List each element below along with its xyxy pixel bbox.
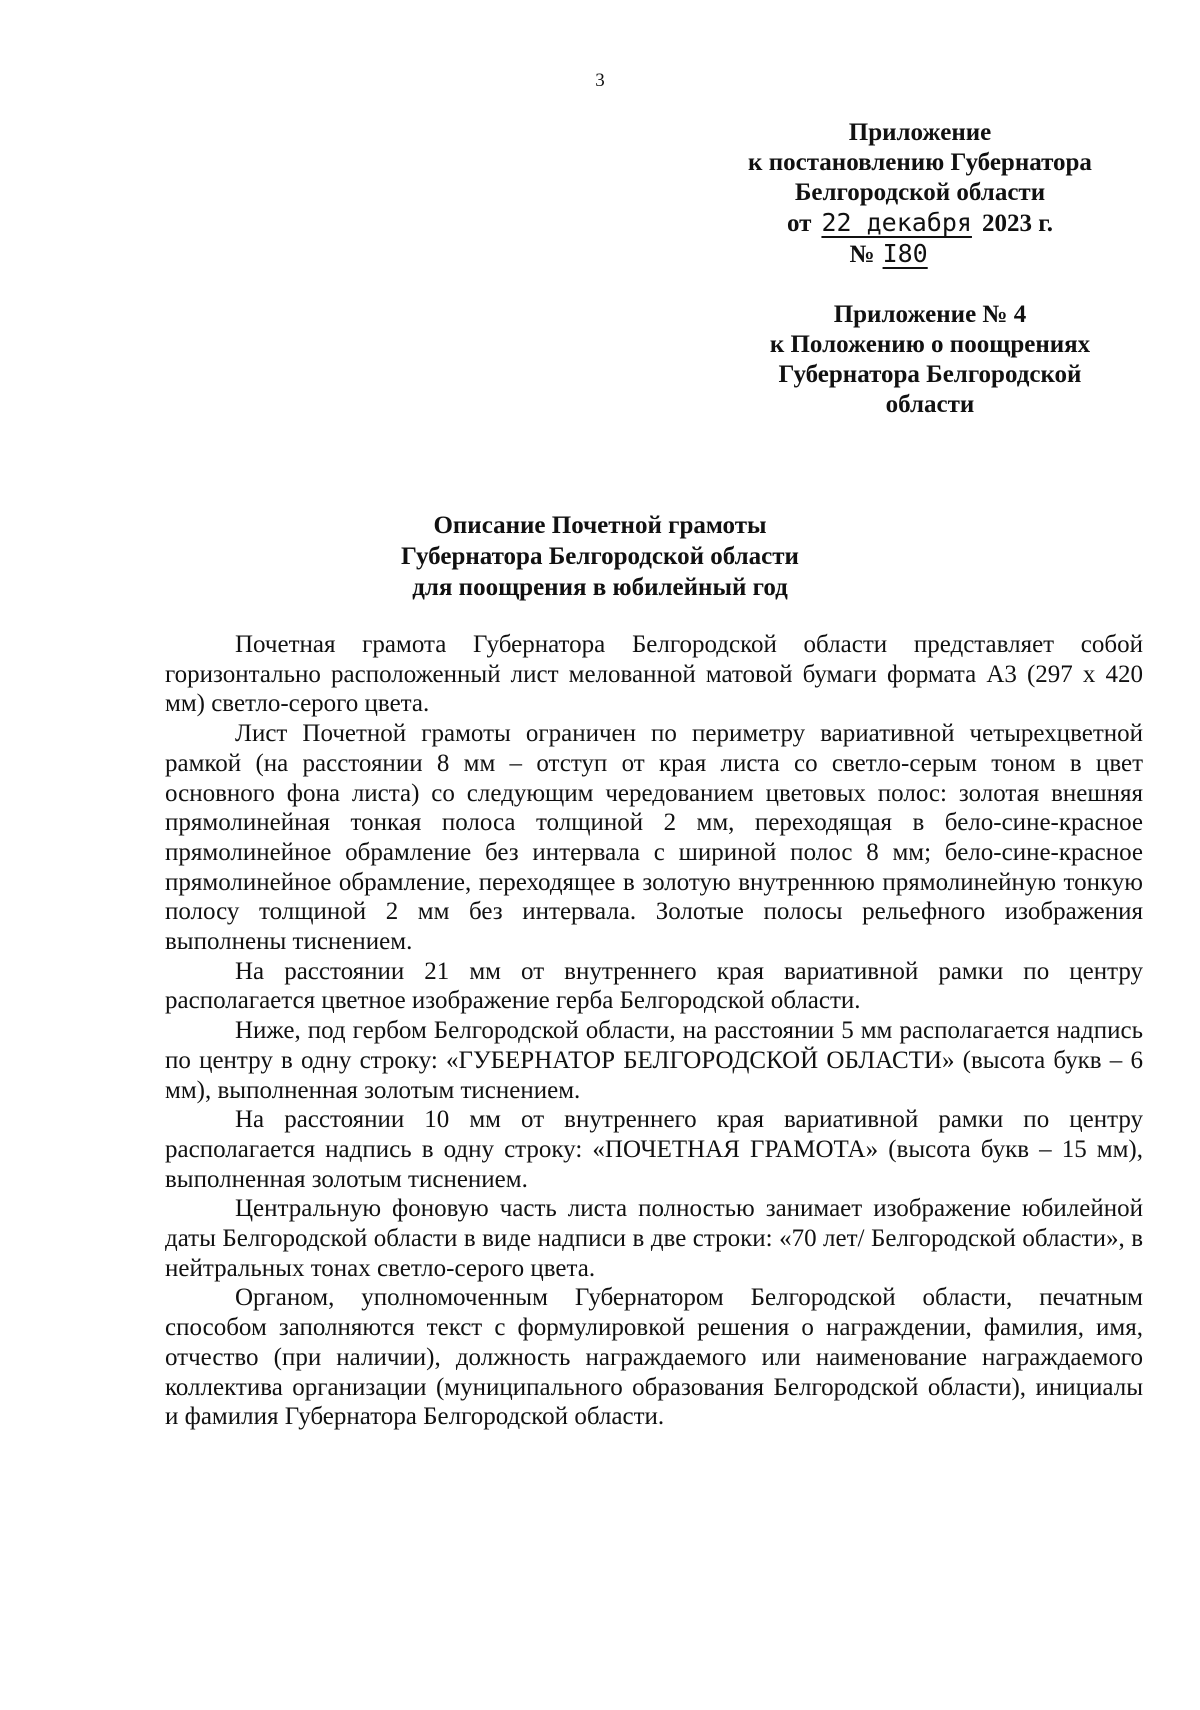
date-year: 2023 г. <box>981 210 1053 237</box>
approval-header <box>720 118 1120 270</box>
number-prefix: № <box>849 241 875 268</box>
title-line-2: Губернатора Белгородской области <box>401 543 799 570</box>
number-value: I80 <box>882 239 928 268</box>
paragraph: На расстоянии 10 мм от внутреннего края вариативной рамки по центру располагается надпись в одну строку: «ПОЧЕТНАЯ ГРАМОТА» (высота букв – 15 мм), выполненная золотым тиснением. <box>165 1106 1143 1193</box>
appendix-header <box>735 300 1125 420</box>
paragraph: Центральную фоновую часть листа полностью занимает изображение юбилейной даты Белгородской области в виде надписи в две строки: «70 лет/ Белгородской области», в нейтральных тонах светло-серого цвета. <box>165 1195 1143 1282</box>
paragraph: Лист Почетной грамоты ограничен по периметру вариативной четырехцветной рамкой (на расстоянии 8 мм – отступ от края листа со светло-серым тоном в цвет основного фона листа) со следующим чередованием цветовых полос: золотая внешняя прямолинейная тонкая полоса толщиной 2 мм, переходящая в бело-сине-красное прямолинейное обрамление без интервала с шириной полос 8 мм; бело-сине-красное прямолинейное обрамление, переходящее в золотую внутреннюю прямолинейную тонкую полосу толщиной 2 мм без интервала. Золотые полосы рельефного изображения выполнены тиснением. <box>165 720 1143 956</box>
approval-number-line <box>720 239 1120 270</box>
approval-title: Приложение <box>848 119 992 146</box>
paragraph: Почетная грамота Губернатора Белгородской области представляет собой горизонтально расположенный лист мелованной матовой бумаги формата А3 (297 x 420 мм) светло-серого цвета. <box>165 631 1143 718</box>
appendix-title: Приложение № 4 <box>833 301 1027 328</box>
appendix-ref: к Положению о поощрениях <box>769 331 1091 358</box>
approval-date-line <box>720 208 1120 239</box>
page-number: 3 <box>595 70 605 91</box>
paragraph: Органом, уполномоченным Губернатором Белгородской области, печатным способом заполняются текст с формулировкой решения о награждении, фамилия, имя, отчество (при наличии), должность награждаемого или наименование награждаемого коллектива организации (муниципального образования Белгородской области), инициалы и фамилия Губернатора Белгородской области. <box>165 1284 1143 1431</box>
appendix-ref-cont: Губернатора Белгородской <box>778 361 1082 388</box>
title-line-3: для поощрения в юбилейный год <box>412 574 788 601</box>
document-title <box>0 510 1200 603</box>
document-body <box>165 630 1143 1432</box>
paragraph: На расстоянии 21 мм от внутреннего края вариативной рамки по центру располагается цветное изображение герба Белгородской области. <box>165 957 1143 1015</box>
approval-decree-ref: к постановлению Губернатора <box>748 149 1092 176</box>
appendix-ref-end: области <box>885 391 975 418</box>
title-line-1: Описание Почетной грамоты <box>433 512 767 539</box>
approval-region: Белгородской области <box>794 179 1046 206</box>
paragraph: Ниже, под гербом Белгородской области, на расстоянии 5 мм располагается надпись по центру в одну строку: «ГУБЕРНАТОР БЕЛГОРОДСКОЙ ОБЛАСТИ» (высота букв – 6 мм), выполненная золотым тиснением. <box>165 1017 1143 1104</box>
date-value: 22 декабря <box>821 208 972 237</box>
date-prefix: от <box>786 210 812 237</box>
